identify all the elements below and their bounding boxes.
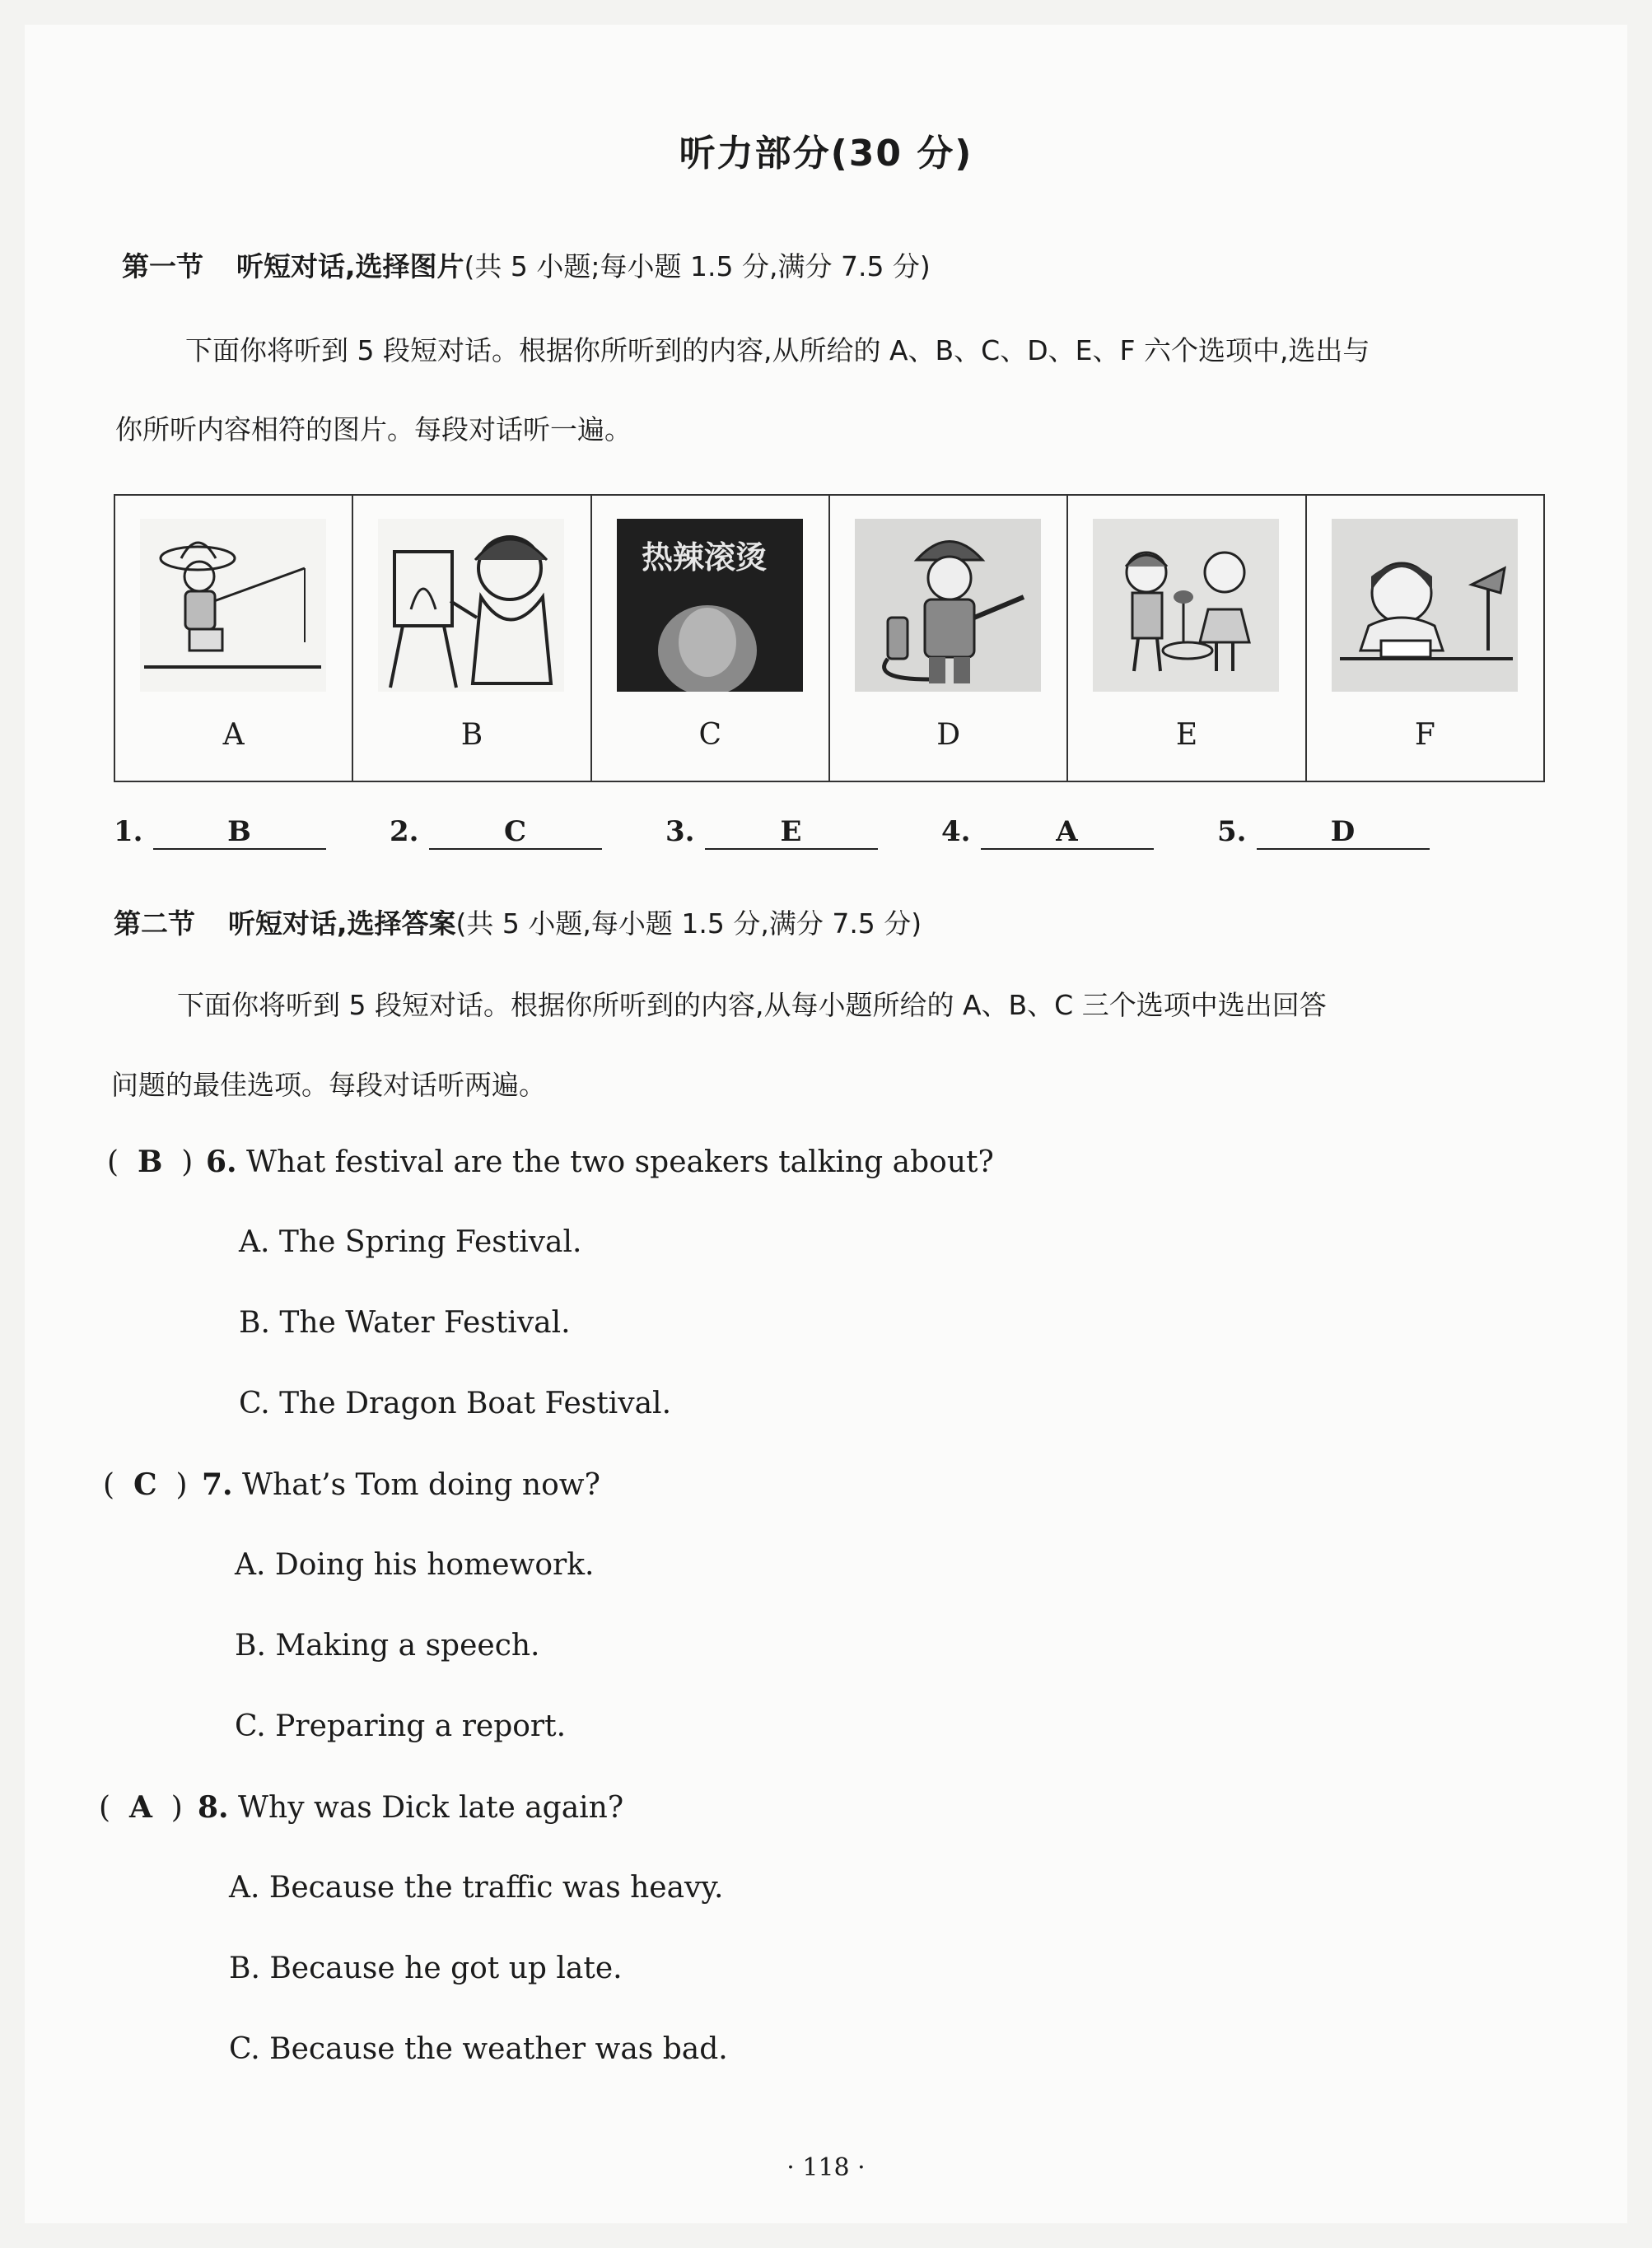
picture-letter-e: E: [1175, 718, 1198, 752]
option-7a: A. Doing his homework.: [235, 1548, 595, 1582]
question-8: [99, 1790, 623, 1825]
answer-2-num: 2.: [390, 815, 419, 848]
answer-2-value[interactable]: C: [429, 815, 602, 850]
answer-4-num: 4.: [941, 815, 971, 848]
picture-letter-a: A: [222, 718, 245, 752]
picture-option-e: [1068, 496, 1306, 781]
option-6a: A. The Spring Festival.: [239, 1225, 582, 1259]
page-number: · 118 ·: [786, 2153, 866, 2182]
answer-3-value[interactable]: E: [705, 815, 878, 850]
question-8-text: Why was Dick late again?: [238, 1791, 624, 1825]
answer-1-num: 1.: [114, 815, 143, 848]
question-6-number: 6.: [206, 1145, 237, 1179]
question-7-number: 7.: [202, 1467, 233, 1502]
girl-painting-icon: [378, 519, 564, 692]
option-8b: B. Because he got up late.: [229, 1952, 623, 1985]
picture-option-d: [830, 496, 1068, 781]
section1-instruction-2: 你所听内容相符的图片。每段对话听一遍。: [115, 413, 632, 445]
option-6c: C. The Dragon Boat Festival.: [239, 1387, 672, 1420]
answer-5: [1217, 815, 1430, 850]
question-7: [103, 1467, 600, 1502]
picture-letter-f: F: [1414, 718, 1435, 752]
child-fishing-icon: [140, 519, 326, 692]
answer-2: [390, 815, 602, 850]
section2-note: (共 5 小题,每小题 1.5 分,满分 7.5 分): [455, 907, 922, 940]
option-8c: C. Because the weather was bad.: [229, 2032, 728, 2066]
page-title: 听力部分(30 分): [679, 133, 973, 175]
question-8-number: 8.: [198, 1790, 229, 1825]
answer-row: [114, 815, 1547, 865]
section2-title: 听短对话,选择答案: [228, 907, 456, 940]
picture-letter-b: B: [460, 718, 483, 752]
answer-mark-8: A: [128, 1790, 152, 1825]
picture-option-b: [353, 496, 591, 781]
picture-option-c: [592, 496, 830, 781]
picture-option-f: [1307, 496, 1543, 781]
picture-options-table: [114, 494, 1545, 782]
option-8a: A. Because the traffic was heavy.: [229, 1871, 724, 1905]
section1-note: (共 5 小题;每小题 1.5 分,满分 7.5 分): [464, 250, 931, 282]
section1-number: 第一节: [122, 250, 203, 282]
firefighter-icon: [855, 519, 1041, 692]
section2-instruction-1: 下面你将听到 5 段短对话。根据你所听到的内容,从每小题所给的 A、B、C 三个选项中选出回答: [177, 989, 1327, 1021]
picture-letter-d: D: [936, 718, 961, 752]
answer-5-value[interactable]: D: [1257, 815, 1430, 850]
section2-instruction-2: 问题的最佳选项。每段对话听两遍。: [111, 1069, 546, 1101]
picture-option-a: [115, 496, 353, 781]
question-7-text: What’s Tom doing now?: [242, 1468, 600, 1502]
answer-4: [941, 815, 1154, 850]
answer-3: [665, 815, 878, 850]
section1-instruction-1: 下面你将听到 5 段短对话。根据你所听到的内容,从所给的 A、B、C、D、E、F 六个选项中,选出与: [185, 334, 1370, 366]
picture-letter-c: C: [698, 718, 722, 752]
answer-1-value[interactable]: B: [153, 815, 326, 850]
question-6-text: What festival are the two speakers talking about?: [246, 1145, 994, 1179]
movie-poster-image: [617, 519, 803, 692]
answer-mark-7: C: [133, 1467, 157, 1502]
answer-3-num: 3.: [665, 815, 695, 848]
children-planting-tree-icon: [1093, 519, 1279, 692]
section2-heading: [114, 902, 922, 941]
option-6b: B. The Water Festival.: [239, 1306, 571, 1340]
answer-4-value[interactable]: A: [981, 815, 1154, 850]
answer-paren-7[interactable]: ( C ): [103, 1467, 188, 1502]
option-7c: C. Preparing a report.: [235, 1709, 567, 1743]
answer-1: [114, 815, 326, 850]
section1-title: 听短对话,选择图片: [236, 250, 464, 282]
answer-mark-6: B: [137, 1145, 163, 1179]
answer-5-num: 5.: [1217, 815, 1247, 848]
section2-number: 第二节: [114, 907, 195, 940]
poster-title: 热辣滚烫: [641, 539, 767, 576]
question-6: [107, 1145, 994, 1179]
option-7b: B. Making a speech.: [235, 1629, 540, 1663]
girl-studying-icon: [1332, 519, 1518, 692]
section1-heading: [122, 245, 931, 284]
answer-paren-8[interactable]: ( A ): [99, 1790, 183, 1825]
answer-paren-6[interactable]: ( B ): [107, 1145, 194, 1179]
